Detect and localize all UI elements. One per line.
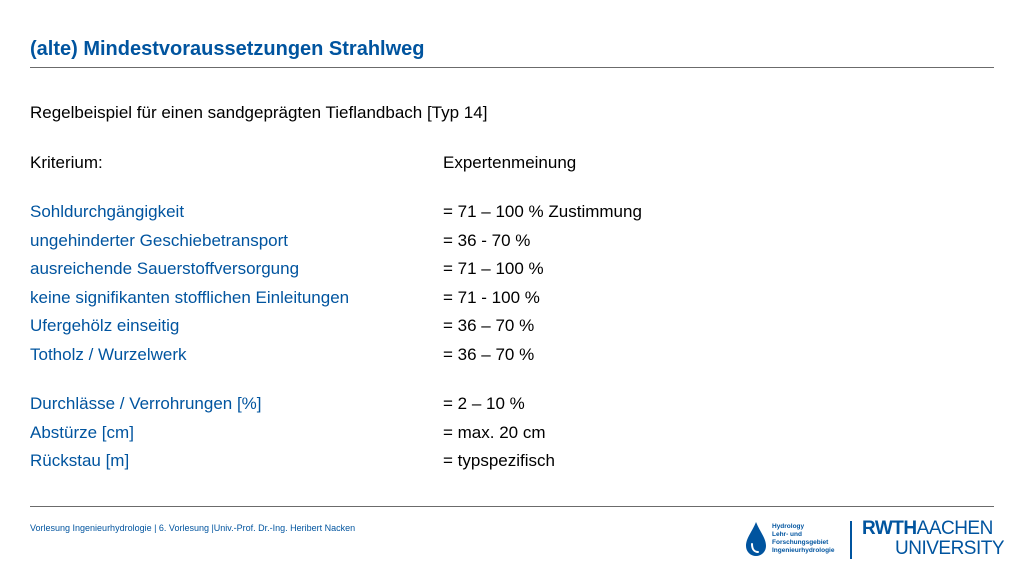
logo-separator (850, 521, 852, 559)
criterion-value: = 36 - 70 % (443, 230, 531, 250)
hydro-line: Ingenieurhydrologie (772, 547, 835, 554)
criterion-label: Totholz / Wurzelwerk (30, 344, 187, 364)
criterion-label: Durchlässe / Verrohrungen [%] (30, 394, 262, 413)
hydro-line: Hydrology (772, 523, 805, 530)
criterion-label: ausreichende Sauerstoffversorgung (30, 259, 300, 278)
rwth-logo-line2: UNIVERSITY (895, 538, 1005, 559)
criterion-label: keine signifikanten stofflichen Einleitungen (30, 287, 350, 307)
criterion-value: = max. 20 cm (443, 422, 546, 442)
criterion-label: Abstürze [cm] (30, 422, 134, 442)
criteria-row (30, 423, 730, 452)
criteria-row (30, 394, 730, 423)
criterion-value: = 71 - 100 % (443, 287, 540, 307)
criterion-value: = 71 – 100 % Zustimmung (443, 202, 642, 221)
criterion-value: = 36 – 70 % (443, 344, 535, 364)
criterion-label: Ufergehölz einseitig (30, 316, 180, 335)
criteria-row (30, 259, 730, 288)
criteria-row (30, 288, 730, 317)
footer-divider (30, 506, 994, 507)
criteria-row (30, 316, 730, 345)
criterion-value: = 2 – 10 % (443, 394, 525, 413)
slide-title: (alte) Mindestvoraussetzungen Strahlweg (30, 38, 425, 60)
rwth-logo-line1 (862, 519, 993, 539)
criterion-value: = 36 – 70 % (443, 316, 535, 335)
hydro-line: Lehr- und (772, 531, 802, 538)
water-drop-icon (744, 520, 768, 558)
criteria-row (30, 345, 730, 374)
criterion-value: = typspezifisch (443, 451, 555, 470)
criteria-row (30, 451, 730, 480)
title-divider (30, 67, 994, 68)
criterion-label: ungehinderter Geschiebetransport (30, 230, 288, 250)
criteria-group-2 (30, 394, 730, 480)
slide-subtitle: Regelbeispiel für einen sandgeprägten Tieflandbach [Typ 14] (30, 103, 488, 122)
hydrology-logo-text (772, 523, 834, 555)
criterion-label: Rückstau [m] (30, 451, 130, 470)
rwth-logo (862, 518, 1005, 561)
criterion-header: Kriterium: (30, 153, 103, 172)
criteria-row (30, 202, 730, 231)
expert-opinion-header: Expertenmeinung (443, 153, 577, 172)
rwth-part2: AACHEN (916, 518, 993, 539)
criteria-row (30, 231, 730, 260)
rwth-part1: RWTH (862, 518, 917, 539)
criteria-group-1 (30, 202, 730, 373)
hydrology-logo (744, 520, 844, 560)
criterion-value: = 71 – 100 % (443, 259, 544, 278)
criterion-label: Sohldurchgängigkeit (30, 202, 185, 221)
footer-text: Vorlesung Ingenieurhydrologie | 6. Vorlesung |Univ.-Prof. Dr.-Ing. Heribert Nacken (30, 523, 356, 533)
hydro-line: Forschungsgebiet (772, 539, 829, 546)
